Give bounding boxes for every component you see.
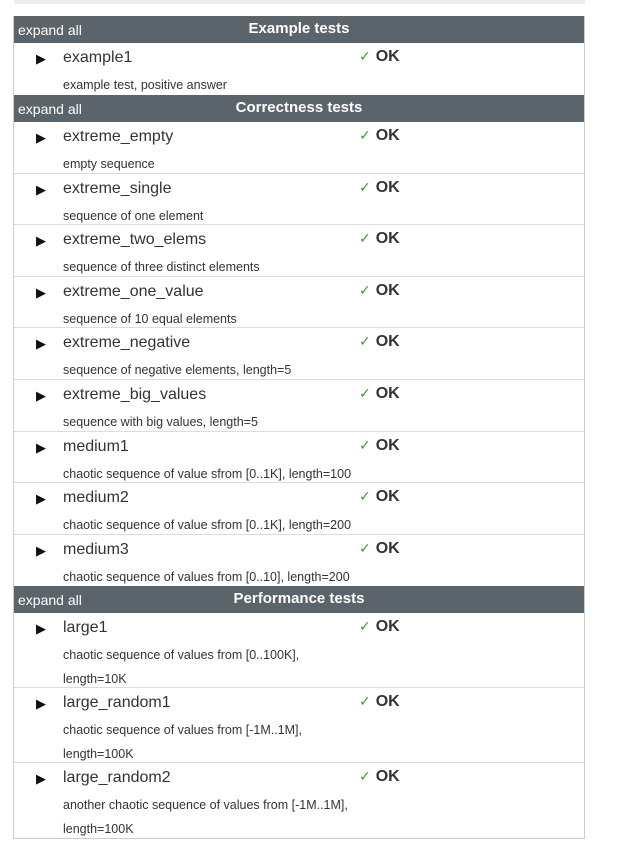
test-status: ✓ OK bbox=[359, 127, 400, 144]
triangle-right-icon[interactable]: ▶ bbox=[36, 439, 46, 455]
triangle-right-icon[interactable]: ▶ bbox=[36, 491, 46, 507]
test-name[interactable]: large_random2 bbox=[63, 769, 171, 787]
test-description: sequence of 10 equal elements bbox=[63, 311, 237, 326]
test-row[interactable] bbox=[14, 613, 584, 688]
section-title: Performance tests bbox=[233, 590, 365, 608]
test-status: ✓ OK bbox=[359, 281, 400, 299]
triangle-right-icon[interactable]: ▶ bbox=[36, 181, 46, 197]
test-results-panel bbox=[13, 16, 585, 839]
expand-all-button[interactable]: expand all bbox=[18, 22, 82, 38]
test-description: sequence of one element bbox=[63, 208, 204, 223]
test-row[interactable] bbox=[14, 380, 584, 432]
test-name[interactable]: large_random1 bbox=[63, 694, 171, 712]
test-status: ✓ OK bbox=[359, 178, 400, 196]
top-divider bbox=[14, 0, 585, 4]
test-name[interactable]: extreme_single bbox=[63, 179, 172, 197]
test-status: ✓ OK bbox=[359, 618, 400, 636]
test-status: ✓ OK bbox=[359, 693, 400, 711]
test-name[interactable]: large1 bbox=[63, 619, 108, 637]
test-name[interactable]: medium1 bbox=[63, 437, 129, 455]
test-name[interactable]: extreme_empty bbox=[63, 128, 174, 145]
test-description: example test, positive answer bbox=[63, 78, 227, 92]
test-row[interactable] bbox=[14, 277, 584, 329]
triangle-right-icon[interactable]: ▶ bbox=[36, 51, 46, 66]
test-description: empty sequence bbox=[63, 157, 155, 171]
section-title: Correctness tests bbox=[235, 99, 363, 116]
test-name[interactable]: extreme_two_elems bbox=[63, 231, 207, 249]
triangle-right-icon[interactable]: ▶ bbox=[36, 621, 46, 637]
triangle-right-icon[interactable]: ▶ bbox=[36, 696, 46, 712]
test-name[interactable]: example1 bbox=[63, 49, 133, 66]
test-description: chaotic sequence of values from [0..100K], length=10K bbox=[63, 648, 300, 687]
test-status: ✓ OK bbox=[359, 384, 400, 402]
test-row[interactable] bbox=[14, 225, 584, 277]
triangle-right-icon[interactable]: ▶ bbox=[36, 542, 46, 558]
test-row[interactable] bbox=[14, 535, 584, 587]
test-status: ✓ OK bbox=[359, 436, 400, 454]
test-status: ✓ OK bbox=[359, 48, 400, 65]
test-row[interactable] bbox=[14, 122, 584, 174]
test-status: ✓ OK bbox=[359, 230, 400, 248]
test-row[interactable] bbox=[14, 432, 584, 484]
triangle-right-icon[interactable]: ▶ bbox=[36, 387, 46, 403]
triangle-right-icon[interactable]: ▶ bbox=[36, 130, 46, 145]
test-name[interactable]: extreme_big_values bbox=[63, 385, 207, 403]
test-description: chaotic sequence of values from [-1M..1M], length=100K bbox=[63, 723, 302, 762]
checkmark-icon: ✓ bbox=[359, 539, 371, 556]
test-description: sequence of three distinct elements bbox=[63, 260, 260, 275]
expand-all-button[interactable]: expand all bbox=[18, 592, 82, 609]
checkmark-icon: ✓ bbox=[359, 384, 371, 401]
triangle-right-icon[interactable]: ▶ bbox=[36, 284, 46, 300]
checkmark-icon: ✓ bbox=[359, 178, 371, 195]
checkmark-icon: ✓ bbox=[359, 488, 371, 505]
test-name[interactable]: medium2 bbox=[63, 489, 129, 507]
checkmark-icon: ✓ bbox=[359, 230, 371, 247]
checkmark-icon: ✓ bbox=[359, 693, 371, 710]
test-row[interactable] bbox=[14, 174, 584, 226]
test-row[interactable] bbox=[14, 328, 584, 380]
test-description: chaotic sequence of value sfrom [0..1K], length=200 bbox=[63, 518, 352, 533]
checkmark-icon: ✓ bbox=[359, 333, 371, 350]
test-name[interactable]: extreme_negative bbox=[63, 334, 191, 352]
section-header-example bbox=[14, 16, 584, 43]
test-row[interactable] bbox=[14, 43, 584, 95]
section-header-correctness bbox=[14, 95, 584, 122]
test-name[interactable]: extreme_one_value bbox=[63, 282, 204, 300]
test-description: sequence of negative elements, length=5 bbox=[63, 363, 292, 378]
triangle-right-icon[interactable]: ▶ bbox=[36, 336, 46, 352]
expand-all-button[interactable]: expand all bbox=[18, 101, 82, 117]
test-status: ✓ OK bbox=[359, 768, 400, 786]
test-row[interactable] bbox=[14, 483, 584, 535]
checkmark-icon: ✓ bbox=[359, 768, 371, 785]
test-status: ✓ OK bbox=[359, 333, 400, 351]
test-name[interactable]: medium3 bbox=[63, 540, 129, 558]
checkmark-icon: ✓ bbox=[359, 281, 371, 298]
checkmark-icon: ✓ bbox=[359, 618, 371, 635]
test-description: another chaotic sequence of values from [-1M..1M], length=100K bbox=[63, 798, 348, 837]
test-status: ✓ OK bbox=[359, 539, 400, 557]
checkmark-icon: ✓ bbox=[359, 127, 371, 143]
test-description: chaotic sequence of value sfrom [0..1K], length=100 bbox=[63, 466, 352, 481]
triangle-right-icon[interactable]: ▶ bbox=[36, 771, 46, 787]
test-row[interactable] bbox=[14, 688, 584, 763]
section-header-performance bbox=[14, 586, 584, 613]
triangle-right-icon[interactable]: ▶ bbox=[36, 233, 46, 249]
checkmark-icon: ✓ bbox=[359, 436, 371, 453]
test-status: ✓ OK bbox=[359, 488, 400, 506]
test-description: sequence with big values, length=5 bbox=[63, 414, 258, 429]
test-description: chaotic sequence of values from [0..10], length=200 bbox=[63, 569, 350, 584]
section-title: Example tests bbox=[248, 20, 350, 37]
checkmark-icon: ✓ bbox=[359, 48, 371, 64]
test-row[interactable] bbox=[14, 763, 584, 838]
